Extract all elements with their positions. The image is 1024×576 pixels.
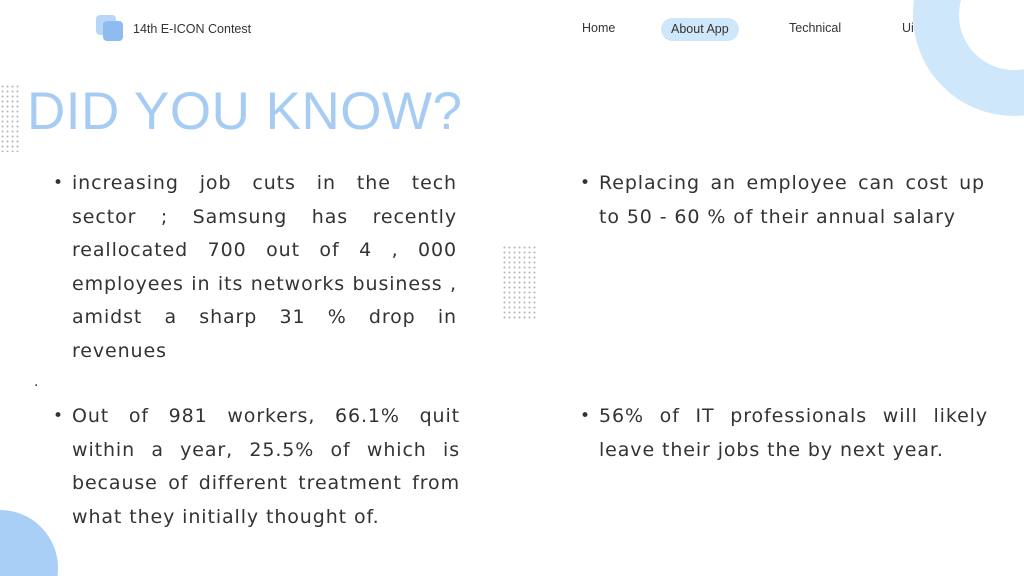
brand-title: 14th E-ICON Contest [133, 22, 252, 36]
decorative-dot-grid-left [0, 84, 19, 152]
decorative-dot-grid-middle [502, 245, 538, 320]
fact-list-bottom-right [580, 400, 988, 467]
fact-list-bottom-left [53, 400, 460, 534]
stray-period-mark: . [34, 374, 39, 390]
fact-list-top-right [580, 167, 985, 234]
fact-item: • Replacing an employee can cost up to 50 - 60 % of their annual salary [580, 167, 985, 234]
fact-item: • increasing job cuts in the tech sector ; Samsung has recently reallocated 700 out of 4 , 000 employees in its networks business , amidst a sharp 31 % drop in revenues [53, 167, 457, 368]
stacked-squares-logo-icon [96, 15, 126, 43]
fact-list-top-left [53, 167, 457, 368]
decorative-ring [913, 0, 1024, 116]
nav-about-app-link[interactable]: About App [661, 18, 739, 41]
nav-technical-link[interactable]: Technical [789, 21, 842, 35]
nav-home-link[interactable]: Home [582, 21, 616, 35]
nav-ui-link[interactable]: Ui [902, 21, 914, 35]
page-heading: DID YOU KNOW? [27, 82, 463, 141]
fact-item: • 56% of IT professionals will likely leave their jobs the by next year. [580, 400, 988, 467]
fact-item: • Out of 981 workers, 66.1% quit within a year, 25.5% of which is because of different treatment from what they initially thought of. [53, 400, 460, 534]
decorative-circle [0, 510, 58, 576]
